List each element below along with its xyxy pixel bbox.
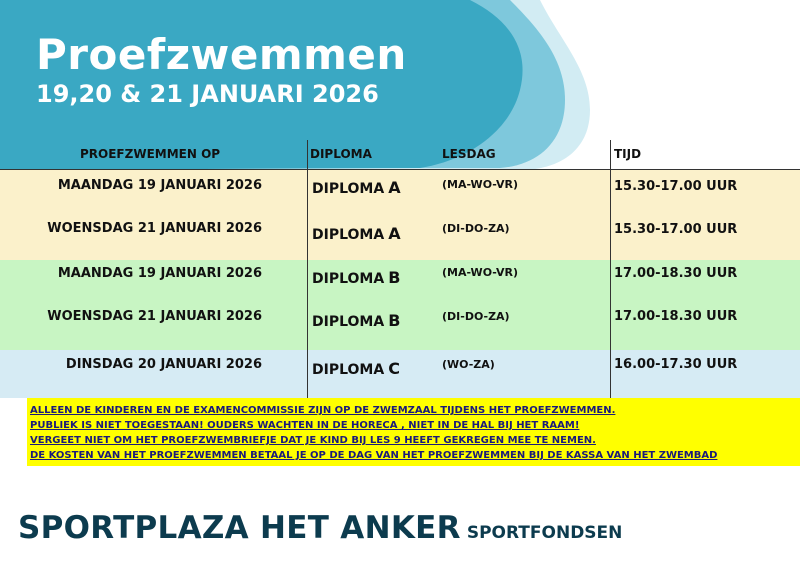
column-header-lesdag: LESDAG <box>442 147 496 161</box>
column-header-tijd: TIJD <box>614 147 642 161</box>
row-time: 16.00-17.30 UUR <box>614 357 738 372</box>
column-header-diploma: DIPLOMA <box>310 147 372 161</box>
notice-line: PUBLIEK IS NIET TOEGESTAAN! OUDERS WACHTEN IN DE HORECA , NIET IN DE HAL BIJ HET RAAM! <box>30 420 580 431</box>
row-date: WOENSDAG 21 JANUARI 2026 <box>47 221 262 236</box>
row-lesdag: (MA-WO-VR) <box>442 266 519 279</box>
row-lesdag: (DI-DO-ZA) <box>442 310 510 323</box>
row-date: MAANDAG 19 JANUARI 2026 <box>57 178 262 193</box>
notice-line: ALLEEN DE KINDEREN EN DE EXAMENCOMMISSIE ZIJN OP DE ZWEMZAAL TIJDENS HET PROEFZWEMMEN. <box>30 405 616 416</box>
column-divider <box>307 140 308 398</box>
row-time: 17.00-18.30 UUR <box>614 309 738 324</box>
notice-line: VERGEET NIET OM HET PROEFZWEMBRIEFJE DAT JE KIND BIJ LES 9 HEEFT GEKREGEN MEE TE NEMEN. <box>30 435 596 446</box>
row-diploma: DIPLOMA C <box>312 359 400 378</box>
header-divider <box>0 169 800 170</box>
notice-line: DE KOSTEN VAN HET PROEFZWEMMEN BETAAL JE OP DE DAG VAN HET PROEFZWEMMEN BIJ DE KASSA VAN HET ZWEMBAD <box>30 450 718 461</box>
column-divider <box>610 140 611 398</box>
row-date: DINSDAG 20 JANUARI 2026 <box>65 357 262 372</box>
row-diploma: DIPLOMA B <box>312 311 401 330</box>
footer-branding <box>18 510 622 546</box>
row-date: MAANDAG 19 JANUARI 2026 <box>57 266 262 281</box>
page-subtitle: 19,20 & 21 JANUARI 2026 <box>36 80 379 108</box>
venue-name: SPORTPLAZA HET ANKER <box>18 510 461 546</box>
organization-name: SPORTFONDSEN <box>466 523 623 543</box>
page-title: Proefzwemmen <box>36 30 407 79</box>
row-time: 17.00-18.30 UUR <box>614 266 738 281</box>
row-lesdag: (WO-ZA) <box>442 358 495 371</box>
notice-box <box>27 398 800 466</box>
row-lesdag: (MA-WO-VR) <box>442 178 519 191</box>
row-date: WOENSDAG 21 JANUARI 2026 <box>47 309 262 324</box>
row-time: 15.30-17.00 UUR <box>614 179 738 194</box>
row-time: 15.30-17.00 UUR <box>614 222 738 237</box>
row-diploma: DIPLOMA A <box>312 224 401 243</box>
row-diploma: DIPLOMA A <box>312 178 401 197</box>
row-diploma: DIPLOMA B <box>312 268 401 287</box>
row-lesdag: (DI-DO-ZA) <box>442 222 510 235</box>
column-header-date: PROEFZWEMMEN OP <box>80 147 221 161</box>
